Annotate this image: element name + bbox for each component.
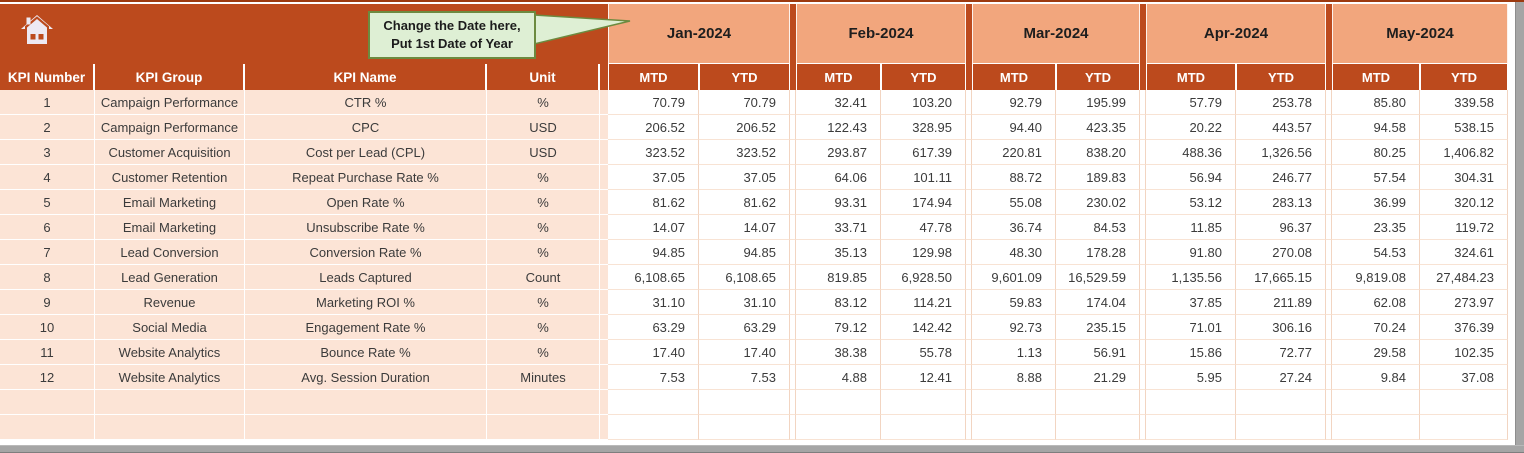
col-header-unit: Unit — [487, 64, 600, 90]
value-cell: 306.16 — [1236, 315, 1326, 340]
value-cell: 38.38 — [796, 340, 881, 365]
value-cell: 94.85 — [608, 240, 699, 265]
home-icon — [20, 14, 54, 46]
value-cell: 376.39 — [1420, 315, 1508, 340]
kpi-name-cell: Engagement Rate % — [245, 315, 487, 340]
value-cell: 96.37 — [1236, 215, 1326, 240]
value-cell: 9,819.08 — [1332, 265, 1420, 290]
value-cell: 35.13 — [796, 240, 881, 265]
subheader-ytd-apr-2024: YTD — [1236, 64, 1326, 90]
value-cell: 122.43 — [796, 115, 881, 140]
kpi-name-cell: Avg. Session Duration — [245, 365, 487, 390]
kpi-group-cell: Website Analytics — [95, 340, 245, 365]
kpi-group-cell: Campaign Performance — [95, 90, 245, 115]
value-cell: 63.29 — [608, 315, 699, 340]
value-cell: 92.73 — [972, 315, 1056, 340]
value-cell: 71.01 — [1146, 315, 1236, 340]
grid — [0, 4, 1515, 447]
value-cell: 230.02 — [1056, 190, 1140, 215]
value-cell: 79.12 — [796, 315, 881, 340]
subheader-ytd-jan-2024: YTD — [699, 64, 790, 90]
value-cell — [1056, 415, 1140, 440]
subheader-ytd-mar-2024: YTD — [1056, 64, 1140, 90]
month-cells — [608, 4, 1508, 64]
value-cell — [1146, 415, 1236, 440]
value-cell: 129.98 — [881, 240, 966, 265]
kpi-number-cell: 8 — [0, 265, 95, 290]
value-cell: 293.87 — [796, 140, 881, 165]
value-cell: 84.53 — [1056, 215, 1140, 240]
row-spacer — [600, 315, 608, 340]
value-cell: 4.88 — [796, 365, 881, 390]
kpi-number-cell: 7 — [0, 240, 95, 265]
value-cell: 14.07 — [608, 215, 699, 240]
value-cell: 56.91 — [1056, 340, 1140, 365]
value-cell: 11.85 — [1146, 215, 1236, 240]
value-cell — [699, 415, 790, 440]
table-row — [0, 140, 1515, 165]
column-header-row — [0, 64, 1515, 90]
subheader-mtd-feb-2024: MTD — [796, 64, 881, 90]
value-cell: 339.58 — [1420, 90, 1508, 115]
month-cell-jan-2024[interactable]: Jan-2024 — [608, 4, 790, 64]
kpi-number-cell: 1 — [0, 90, 95, 115]
value-cell: 83.12 — [796, 290, 881, 315]
value-cell: 323.52 — [699, 140, 790, 165]
kpi-group-cell: Lead Conversion — [95, 240, 245, 265]
kpi-number-cell — [0, 415, 95, 440]
value-cell: 323.52 — [608, 140, 699, 165]
kpi-name-cell: Open Rate % — [245, 190, 487, 215]
unit-cell: % — [487, 290, 600, 315]
table-row — [0, 190, 1515, 215]
value-cell: 142.42 — [881, 315, 966, 340]
value-cell: 37.05 — [608, 165, 699, 190]
value-cell: 423.35 — [1056, 115, 1140, 140]
row-spacer — [600, 140, 608, 165]
kpi-number-cell: 11 — [0, 340, 95, 365]
unit-cell: Minutes — [487, 365, 600, 390]
value-cell: 819.85 — [796, 265, 881, 290]
callout-line2: Put 1st Date of Year — [391, 36, 513, 51]
kpi-group-cell: Lead Generation — [95, 265, 245, 290]
value-cell: 15.86 — [1146, 340, 1236, 365]
kpi-name-cell: Bounce Rate % — [245, 340, 487, 365]
kpi-number-cell: 6 — [0, 215, 95, 240]
unit-cell: % — [487, 90, 600, 115]
value-cell — [796, 390, 881, 415]
kpi-name-cell: Unsubscribe Rate % — [245, 215, 487, 240]
value-cell — [1332, 415, 1420, 440]
value-cell — [608, 390, 699, 415]
value-cell: 93.31 — [796, 190, 881, 215]
kpi-number-cell: 3 — [0, 140, 95, 165]
month-header-row — [0, 4, 1515, 64]
value-cell: 20.22 — [1146, 115, 1236, 140]
value-cell: 235.15 — [1056, 315, 1140, 340]
kpi-group-cell: Social Media — [95, 315, 245, 340]
value-cell — [1236, 415, 1326, 440]
table-row — [0, 415, 1515, 440]
table-row — [0, 315, 1515, 340]
value-cell: 6,108.65 — [608, 265, 699, 290]
value-cell: 56.94 — [1146, 165, 1236, 190]
kpi-group-cell: Email Marketing — [95, 190, 245, 215]
value-cell: 324.61 — [1420, 240, 1508, 265]
table-row — [0, 90, 1515, 115]
value-cell — [1332, 390, 1420, 415]
row-spacer — [600, 265, 608, 290]
value-cell: 270.08 — [1236, 240, 1326, 265]
kpi-name-cell: Cost per Lead (CPL) — [245, 140, 487, 165]
unit-cell: Count — [487, 265, 600, 290]
value-cell: 62.08 — [1332, 290, 1420, 315]
value-cell — [1056, 390, 1140, 415]
value-cell: 617.39 — [881, 140, 966, 165]
value-cell: 17.40 — [608, 340, 699, 365]
kpi-name-cell: CTR % — [245, 90, 487, 115]
value-cell: 36.99 — [1332, 190, 1420, 215]
value-cell: 33.71 — [796, 215, 881, 240]
value-cell — [699, 390, 790, 415]
unit-cell: % — [487, 315, 600, 340]
value-cell: 6,108.65 — [699, 265, 790, 290]
row-spacer — [600, 415, 608, 440]
col-header-kpi-group: KPI Group — [95, 64, 245, 90]
row-spacer — [600, 390, 608, 415]
value-cell: 55.78 — [881, 340, 966, 365]
value-cell: 206.52 — [608, 115, 699, 140]
value-cell: 1,135.56 — [1146, 265, 1236, 290]
value-cell: 328.95 — [881, 115, 966, 140]
value-cell — [881, 390, 966, 415]
value-cell: 21.29 — [1056, 365, 1140, 390]
callout-arrow-icon — [534, 12, 632, 48]
value-cell: 174.94 — [881, 190, 966, 215]
value-cell: 17.40 — [699, 340, 790, 365]
value-cell: 103.20 — [881, 90, 966, 115]
value-cell: 37.05 — [699, 165, 790, 190]
table-row — [0, 340, 1515, 365]
month-cell-feb-2024: Feb-2024 — [796, 4, 966, 64]
value-cell: 59.83 — [972, 290, 1056, 315]
subheader-ytd-may-2024: YTD — [1420, 64, 1508, 90]
value-cell: 27.24 — [1236, 365, 1326, 390]
value-cell: 189.83 — [1056, 165, 1140, 190]
value-cell: 8.88 — [972, 365, 1056, 390]
value-cell: 37.08 — [1420, 365, 1508, 390]
kpi-group-cell: Revenue — [95, 290, 245, 315]
value-cell: 101.11 — [881, 165, 966, 190]
unit-cell: USD — [487, 140, 600, 165]
value-cell: 88.72 — [972, 165, 1056, 190]
value-cell: 31.10 — [608, 290, 699, 315]
value-cell: 1.13 — [972, 340, 1056, 365]
month-cell-mar-2024: Mar-2024 — [972, 4, 1140, 64]
value-cell: 5.95 — [1146, 365, 1236, 390]
value-cell — [1420, 390, 1508, 415]
value-cell: 17,665.15 — [1236, 265, 1326, 290]
value-cell — [1236, 390, 1326, 415]
value-cell: 6,928.50 — [881, 265, 966, 290]
value-cell: 63.29 — [699, 315, 790, 340]
unit-cell: % — [487, 340, 600, 365]
value-cell: 320.12 — [1420, 190, 1508, 215]
kpi-group-cell — [95, 390, 245, 415]
value-cell: 211.89 — [1236, 290, 1326, 315]
value-cell: 91.80 — [1146, 240, 1236, 265]
subheader-mtd-mar-2024: MTD — [972, 64, 1056, 90]
kpi-number-cell: 9 — [0, 290, 95, 315]
value-cell: 31.10 — [699, 290, 790, 315]
kpi-number-cell — [0, 390, 95, 415]
value-cell: 206.52 — [699, 115, 790, 140]
value-cell: 119.72 — [1420, 215, 1508, 240]
value-cell: 253.78 — [1236, 90, 1326, 115]
kpi-name-cell: Conversion Rate % — [245, 240, 487, 265]
table-row — [0, 215, 1515, 240]
value-cell: 48.30 — [972, 240, 1056, 265]
value-cell: 72.77 — [1236, 340, 1326, 365]
row-spacer — [600, 90, 608, 115]
value-cell: 195.99 — [1056, 90, 1140, 115]
value-cell: 37.85 — [1146, 290, 1236, 315]
value-cell: 81.62 — [699, 190, 790, 215]
callout-note — [368, 11, 536, 59]
value-cell — [972, 415, 1056, 440]
value-cell — [972, 390, 1056, 415]
value-cell: 27,484.23 — [1420, 265, 1508, 290]
kpi-group-cell: Website Analytics — [95, 365, 245, 390]
value-cell: 488.36 — [1146, 140, 1236, 165]
row-spacer — [600, 165, 608, 190]
table-row — [0, 115, 1515, 140]
value-cell: 55.08 — [972, 190, 1056, 215]
kpi-number-cell: 4 — [0, 165, 95, 190]
kpi-name-cell: Repeat Purchase Rate % — [245, 165, 487, 190]
value-cell: 9,601.09 — [972, 265, 1056, 290]
value-cell: 57.54 — [1332, 165, 1420, 190]
unit-cell: % — [487, 190, 600, 215]
home-button[interactable] — [20, 14, 54, 46]
subheader-mtd-may-2024: MTD — [1332, 64, 1420, 90]
kpi-group-cell: Customer Retention — [95, 165, 245, 190]
value-cell: 80.25 — [1332, 140, 1420, 165]
value-cell: 85.80 — [1332, 90, 1420, 115]
value-cell: 64.06 — [796, 165, 881, 190]
table-row — [0, 240, 1515, 265]
value-cell: 16,529.59 — [1056, 265, 1140, 290]
unit-cell — [487, 415, 600, 440]
kpi-group-cell: Customer Acquisition — [95, 140, 245, 165]
value-cell: 12.41 — [881, 365, 966, 390]
value-cell: 94.85 — [699, 240, 790, 265]
value-cell: 174.04 — [1056, 290, 1140, 315]
table-row — [0, 390, 1515, 415]
value-cell: 1,406.82 — [1420, 140, 1508, 165]
value-cell: 36.74 — [972, 215, 1056, 240]
kpi-number-cell: 2 — [0, 115, 95, 140]
value-cell: 178.28 — [1056, 240, 1140, 265]
unit-cell — [487, 390, 600, 415]
callout-line1: Change the Date here, — [383, 18, 521, 34]
subheader-ytd-feb-2024: YTD — [881, 64, 966, 90]
value-cell — [1420, 415, 1508, 440]
table-row — [0, 365, 1515, 390]
row-spacer — [600, 190, 608, 215]
kpi-number-cell: 10 — [0, 315, 95, 340]
value-cell: 57.79 — [1146, 90, 1236, 115]
value-cell: 70.24 — [1332, 315, 1420, 340]
value-cell: 304.31 — [1420, 165, 1508, 190]
kpi-group-cell: Campaign Performance — [95, 115, 245, 140]
unit-cell: USD — [487, 115, 600, 140]
value-cell: 9.84 — [1332, 365, 1420, 390]
value-cell: 838.20 — [1056, 140, 1140, 165]
col-header-kpi-name: KPI Name — [245, 64, 487, 90]
kpi-group-cell: Email Marketing — [95, 215, 245, 240]
value-cell — [881, 415, 966, 440]
kpi-name-cell: Leads Captured — [245, 265, 487, 290]
kpi-number-cell: 12 — [0, 365, 95, 390]
value-cell: 7.53 — [608, 365, 699, 390]
table-body — [0, 90, 1515, 440]
vertical-scrollbar[interactable] — [1515, 2, 1524, 447]
kpi-name-cell: CPC — [245, 115, 487, 140]
value-cell: 32.41 — [796, 90, 881, 115]
unit-cell: % — [487, 240, 600, 265]
kpi-name-cell — [245, 415, 487, 440]
value-cell: 7.53 — [699, 365, 790, 390]
value-cell: 70.79 — [699, 90, 790, 115]
value-cell: 1,326.56 — [1236, 140, 1326, 165]
table-row — [0, 265, 1515, 290]
kpi-number-cell: 5 — [0, 190, 95, 215]
value-cell — [1146, 390, 1236, 415]
subheader-mtd-apr-2024: MTD — [1146, 64, 1236, 90]
row-spacer — [600, 215, 608, 240]
table-row — [0, 165, 1515, 190]
value-cell: 29.58 — [1332, 340, 1420, 365]
value-cell — [796, 415, 881, 440]
unit-cell: % — [487, 215, 600, 240]
value-cell: 70.79 — [608, 90, 699, 115]
value-cell: 81.62 — [608, 190, 699, 215]
horizontal-scrollbar[interactable] — [0, 445, 1524, 453]
value-cell: 220.81 — [972, 140, 1056, 165]
row-spacer — [600, 115, 608, 140]
row-spacer — [600, 365, 608, 390]
value-cell: 273.97 — [1420, 290, 1508, 315]
value-cell: 94.40 — [972, 115, 1056, 140]
value-cell: 47.78 — [881, 215, 966, 240]
mtd-ytd-header-cells — [608, 64, 1508, 90]
table-row — [0, 290, 1515, 315]
value-cell: 443.57 — [1236, 115, 1326, 140]
month-cell-apr-2024: Apr-2024 — [1146, 4, 1326, 64]
value-cell: 94.58 — [1332, 115, 1420, 140]
row-spacer — [600, 290, 608, 315]
value-cell: 53.12 — [1146, 190, 1236, 215]
kpi-group-cell — [95, 415, 245, 440]
row-spacer — [600, 340, 608, 365]
month-cell-may-2024: May-2024 — [1332, 4, 1508, 64]
value-cell: 283.13 — [1236, 190, 1326, 215]
value-cell: 14.07 — [699, 215, 790, 240]
header-spacer — [600, 64, 608, 90]
kpi-name-cell: Marketing ROI % — [245, 290, 487, 315]
value-cell: 102.35 — [1420, 340, 1508, 365]
row-spacer — [600, 240, 608, 265]
unit-cell: % — [487, 165, 600, 190]
value-cell: 54.53 — [1332, 240, 1420, 265]
value-cell: 92.79 — [972, 90, 1056, 115]
value-cell: 23.35 — [1332, 215, 1420, 240]
value-cell: 538.15 — [1420, 115, 1508, 140]
col-header-kpi-number: KPI Number — [0, 64, 95, 90]
value-cell: 114.21 — [881, 290, 966, 315]
value-cell — [608, 415, 699, 440]
subheader-mtd-jan-2024: MTD — [608, 64, 699, 90]
kpi-name-cell — [245, 390, 487, 415]
value-cell: 246.77 — [1236, 165, 1326, 190]
